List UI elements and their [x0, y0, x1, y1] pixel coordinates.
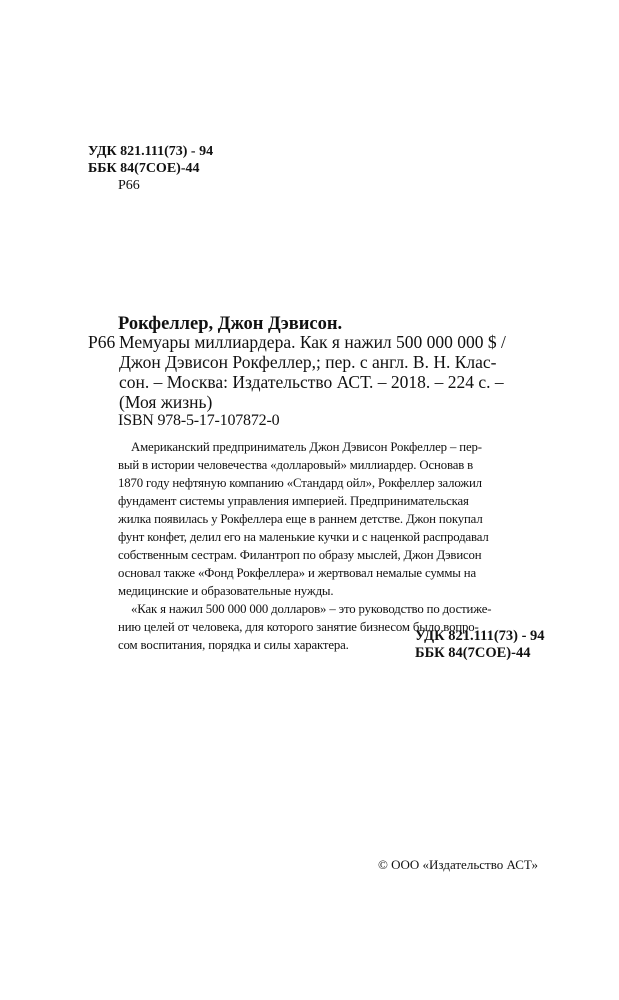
annotation-line: фунт конфет, делил его на маленькие кучки и с наценкой распродавал [118, 530, 489, 544]
annotation-line: 1870 году нефтяную компанию «Стандард ойл», Рокфеллер заложил [118, 476, 482, 490]
annotation-line: основал также «Фонд Рокфеллера» и жертвовал немалые суммы на [118, 566, 477, 580]
author-mark-top: Р66 [118, 178, 140, 193]
author-heading: Рокфеллер, Джон Дэвисон. [118, 314, 343, 334]
udk-top: УДК 821.111(73) - 94 [88, 144, 214, 159]
isbn: ISBN 978-5-17-107872-0 [118, 412, 280, 429]
classification-bottom [415, 628, 545, 662]
annotation [118, 438, 491, 654]
description-line: Джон Дэвисон Рокфеллер,; пер. с англ. В. Н. Клас- [119, 352, 497, 372]
annotation-line: медицинские и образовательные нужды. [118, 584, 334, 598]
annotation-line: нию целей от человека, для которого занятие бизнесом было вопро- [118, 620, 479, 634]
description-line: (Моя жизнь) [119, 392, 213, 412]
annotation-line: Американский предприниматель Джон Дэвисон Рокфеллер – пер- [131, 440, 482, 454]
bbk-top: ББК 84(7СОЕ)-44 [88, 161, 200, 176]
annotation-line: фундамент системы управления империей. Предпринимательская [118, 494, 469, 508]
bbk-bottom: ББК 84(7СОЕ)-44 [415, 645, 531, 661]
author-mark: Р66 [88, 332, 116, 352]
copyright: © ООО «Издательство АСТ» [378, 857, 539, 872]
annotation-line: «Как я нажил 500 000 000 долларов» – это руководство по достиже- [131, 602, 492, 616]
annotation-line: жилка появилась у Рокфеллера еще в раннем детстве. Джон покупал [118, 512, 483, 526]
description-line: сон. – Москва: Издательство АСТ. – 2018. – 224 с. – [119, 372, 504, 392]
description-line: Мемуары миллиардера. Как я нажил 500 000 000 $ / [119, 332, 506, 352]
annotation-line: сом воспитания, порядка и силы характера. [118, 638, 349, 652]
udk-bottom: УДК 821.111(73) - 94 [415, 628, 545, 644]
bibliographic-description [119, 332, 506, 412]
annotation-line: вый в истории человечества «долларовый» миллиардер. Основав в [118, 458, 474, 472]
annotation-line: собственным сестрам. Филантроп по образу мыслей, Джон Дэвисон [118, 548, 482, 562]
